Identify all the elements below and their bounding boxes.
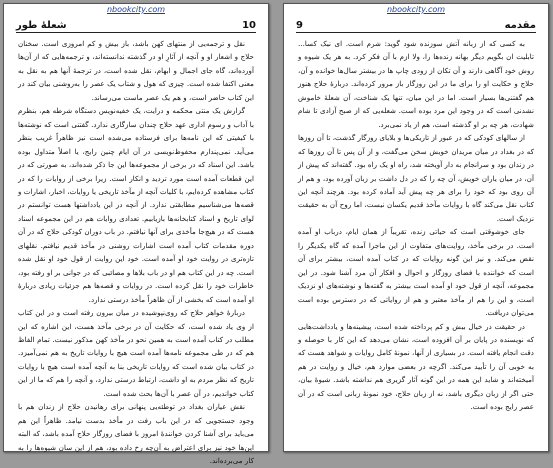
- left-page-watermark[interactable]: nbookcity.com: [106, 5, 166, 14]
- right-page-header: [296, 17, 536, 31]
- left-paragraph-3: دربارهٔ خواهر حلاج که روی‌نپوشیده در میان بیرون رفته است و در این کتاب از وی یاد شده است، که حکایت آن در برخی مآخذ هست، این اشاره که این مطلب در کتاب آمده است به همین نحو در مآخذ کهن مذکور نیست. تمام الفاظ هم که در طی مجموعه نامه‌ها آمده است هیچ با روایات تاریخ به هم نمی‌آمیزد. در کتاب بیان شده است که روایات تاریخی بنا به آنچه آمده است هیچ با روایات تاریخ که نظر مردم به او داشت، ارتباط درستی ندارد، و آنچه را هم که ما از این کتاب خواندیم، در آن عصر با آن‌ها بحث شده است.: [18, 308, 254, 398]
- right-page-watermark[interactable]: nbookcity.com: [386, 5, 446, 14]
- left-paragraph-1: نقل و ترجمه‌یی از منتهای کهن باشد، باز بیش و کم امروزی است. سخنان حلاج و اشعار او و آنچه از آثارِ او در گذشته ندانسته‌اند، و ترجمه‌هایی که از آن‌ها آورده‌اند، گاه جای اجمال و ابهام، نقل شده است، در ترجمهٔ آنها هم به نقل به معنی اکتفا شده است. چیزی که هول و شتاب یک عصر را به‌روشنی بیان کند در این کتاب حاضر است، و هم یک عصر ماست می‌رساند.: [18, 39, 254, 102]
- left-page-running-title: شعلهٔ طور: [16, 20, 67, 31]
- right-page-number: 9: [296, 20, 303, 31]
- right-page: [283, 3, 549, 452]
- left-paragraph-2: گزارش یک منتی محکمه و درایت، یک خفیه‌نویس دستگاه شرطه هم، بنظرم با آداب و رسوم اداری عهد حلاج چندان سازگاری ندارد. گفتنی است که نوشته‌ها با کیفیتی که این نامه‌ها برای فرستاده می‌شده است نیز ظاهراً غریب بنظر می‌آید. نمی‌پندارم محفوظ‌نویسی در آن ایام چنین رایج، یا اصلاً متداول بوده باشد. این اسناد که در برخی از مجموعه‌ها این جا ذکر شده‌اند، به صورتی که در این قطعات آمده است مورد تردید و انکار است. زیرا برخی از روایات را که در کتاب مشاهده کرده‌ایم، با کلیات آنچه از مآخذ تاریخی یا روایات، اخبار، اشارات و قصه‌ها می‌شناسیم مطابقتی ندارد. از آنچه در این یادداشتها هست توانستم در لوای تاریخ و اسناد کتابخانه‌ها بازیابیم. تعدادی روایات هم در این مجموعه اسناد هست که در هیچ‌جا مأخذی برای آنها نیافتم. در باب دوران کودکی حلاج که در آن دوره مقدمات کتاب آمده است اشارات روشنی در مآخذ قدیم نیافتم. نقلهای تازه‌تری در روایت خود او آمده است. خود این روایت از قول خود او نقل شده است. چه در این کتاب هم او در باب بلاها و مصائبی که در جوانی بر او رفته بود، خاطرات خود را نقل کرده است. در روایات و قصه‌ها هم جزئیات زیادی دربارهٔ او آمده است که بخشی از آن ظاهراً مأخذ درستی ندارد.: [17, 106, 254, 304]
- right-page-header-rule: [296, 32, 536, 33]
- right-paragraph-3: جای خوشوقتی است که حیاتی زنده، تقریباً از همان ایام، درباب او آمده است. در برخی مآخذ، روایت‌های متفاوت از این ماجرا آمده که گاه یکدیگر را نقض می‌کند. و نیز این گونه روایات که در کتاب آمده است، بیشتر برای آن است که خواننده با فضای روزگار و احوال و افکار آن مرد آشنا شود. در این مجموعه، آنچه از قول خود او آمده است بیشتر به گفته‌ها و نوشته‌های او نزدیک است، و این را هم از مآخذ معتبر و هم از روایاتی که در دسترس بوده است می‌توان دریافت.: [298, 227, 534, 318]
- left-page-header: [16, 17, 256, 31]
- left-paragraph-4: نقش عیاران بغداد در توطئه‌یی پنهانی برای رهانیدن حلاج از زندان هم با وجود جستجویی که در این باب رفت در مأخذ بدست نیامد. ظاهراً این هم می‌باید برای آشنا کردن خوانندهٔ امروز با فضای روزگار حلاج آمده باشد، که البته این‌ها خود نیز برای اعتراض به آن‌چه رخ داده بود، هم از این سان شیوه‌ها را به کار می‌برده‌اند.: [18, 402, 254, 466]
- right-page-body: [298, 37, 534, 447]
- left-page-body: [17, 37, 254, 466]
- left-page-header-rule: [16, 32, 256, 33]
- right-paragraph-2: از سالهای کودکی که در عبور از تاریکی‌ها و بلایای روزگار گذشت، تا آن روزها که در بغداد در میان مریدان خویش سخن می‌گفت، و از آن پس تا آن روزها که در زندان بود و سرانجام به دار آویخته شد، راه او یک راه بود. گفته‌اند که پیش از آن، در میان یاران خویش، آن چه را که در دل داشت بر زبان آورده بود، و هم از آن روی بود که خود را برای هر چه پیش آید آماده کرده بود. هرچند آنچه این کتاب نقل می‌کند گاه با روایات مآخذ قدیم یکسان نیست، اما روح آن به حقیقت نزدیک است.: [298, 133, 534, 223]
- right-paragraph-4: در حقیقت در خیال بیش و کم پرداخته شده است، پیشینه‌ها و یادداشت‌هایی که نویسنده در پایان بر آن افزوده است، نشان می‌دهد که این کار با حوصله و دقت انجام یافته است. در بسیاری از آنها، نمونهٔ کامل روایات و شواهد هست که به خوبی آن را تأیید می‌کند. اگرچه در بعضی موارد هم، خیال و روایت در هم آمیخته‌اند و شاید این همه در این گونه آثار گزیری هم نداشته باشد. شیوهٔ بیان، حتی اگر از زبان دیگری باشد، نه از زبان حلاج، خود نمونهٔ زبانی است که در آن عصر رایج بوده است.: [298, 321, 534, 412]
- left-page: [3, 3, 269, 466]
- right-paragraph-1: به کسی که از زبانه آتش سوزنده شود گوید: شرم است. ای نیک کسا... تابلیت ان بگویم دیگر بهانه زنده‌ها را، ولا ازم با آن فکر کرد. به هر یک شیوه و روش خود آگاهی دارند و آن تکان از زودی چاپ ها در بیشتر سال‌ها خوانده و آن، حلاج و حکایت او را برای ما در این روزگار باز مرور کرده‌اند. دربارهٔ حلاج هنوز هم گفتنی‌ها بسیار است. اما در این میان، تنها یک شناخت، آن شعلهٔ خاموش نشدنی است که در وجود این مرد بوده است. شعله‌یی که از صبح آزادی تا شام شهادت، هر چه بر او گذشته است، هم از یاد نمی‌برد.: [298, 39, 534, 129]
- left-page-number: 10: [242, 20, 256, 31]
- right-page-running-title: مقدمه: [504, 20, 536, 31]
